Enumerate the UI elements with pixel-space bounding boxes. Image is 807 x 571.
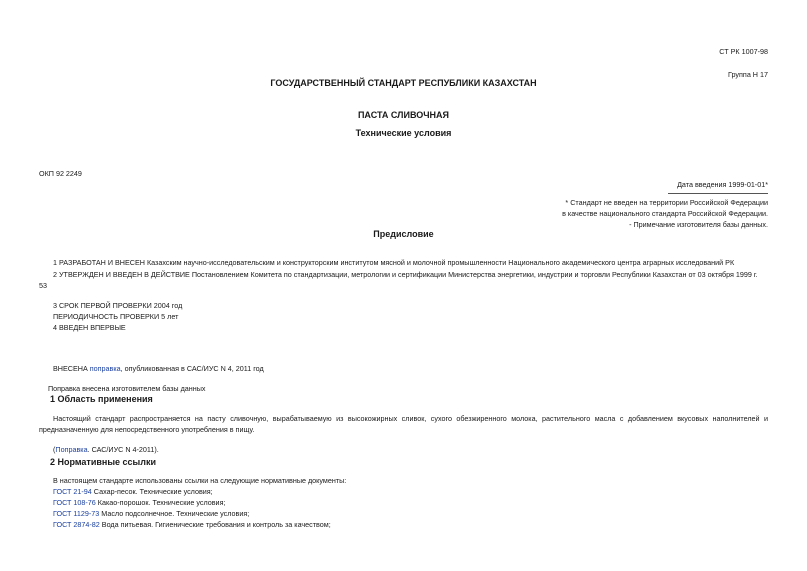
preface-item-3: 3 СРОК ПЕРВОЙ ПРОВЕРКИ 2004 год [53, 301, 183, 310]
section-1-amendment-link[interactable]: Поправка [55, 445, 88, 454]
reference-item [53, 487, 213, 497]
reference-item [53, 520, 331, 530]
section-1-reference [53, 445, 159, 455]
footnote-line-2: в качестве национального стандарта Российской Федерации. [562, 209, 768, 218]
reference-item [53, 498, 225, 508]
section-2-intro: В настоящем стандарте использованы ссылки на следующие нормативные документы: [53, 476, 347, 485]
amendment-note: Поправка внесена изготовителем базы данных [48, 384, 206, 393]
document-subtitle: Технические условия [355, 128, 452, 138]
gost-link[interactable]: ГОСТ 1129-73 [53, 509, 100, 518]
reference-item [53, 509, 249, 519]
section-2-heading: 2 Нормативные ссылки [50, 457, 156, 467]
state-standard-heading: ГОСУДАРСТВЕННЫЙ СТАНДАРТ РЕСПУБЛИКИ КАЗАХСТАН [270, 78, 537, 88]
preface-item-4: 4 ВВЕДЕН ВПЕРВЫЕ [53, 323, 126, 332]
footnote-line-3: - Примечание изготовителя базы данных. [629, 220, 768, 229]
preface-item-2: 2 УТВЕРЖДЕН И ВВЕДЕН В ДЕЙСТВИЕ Постановлением Комитета по стандартизации, метрологии и сертификации Министерства энергетики, индустрии и торговли Республики Казахстан от 03 октября 1999 г. [53, 270, 758, 279]
preface-heading: Предисловие [373, 229, 434, 239]
reference-rest: . САС/ИУС N 4-2011). [87, 445, 159, 454]
gost-link[interactable]: ГОСТ 2874-82 [53, 520, 100, 529]
footnote-line-1: * Стандарт не введен на территории Российской Федерации [565, 198, 768, 207]
preface-item-3-periodicity: ПЕРИОДИЧНОСТЬ ПРОВЕРКИ 5 лет [53, 312, 179, 321]
amendment-line [53, 364, 264, 374]
amendment-prefix: ВНЕСЕНА [53, 364, 90, 373]
classification-group: Группа Н 17 [728, 70, 768, 79]
reference-open: ( [53, 445, 56, 454]
gost-link[interactable]: ГОСТ 108-76 [53, 498, 96, 507]
section-1-heading: 1 Область применения [50, 394, 153, 404]
reference-title: Масло подсолнечное. Технические условия; [99, 509, 250, 518]
document-title: ПАСТА СЛИВОЧНАЯ [357, 110, 450, 120]
amendment-link[interactable]: поправка [89, 364, 121, 373]
amendment-suffix: , опубликованная в САС/ИУС N 4, 2011 год [120, 364, 264, 373]
reference-title: Какао-порошок. Технические условия; [95, 498, 226, 507]
reference-title: Вода питьевая. Гигиенические требования и контроль за качеством; [99, 520, 331, 529]
preface-item-2-continuation: 53 [39, 281, 47, 290]
preface-item-1: 1 РАЗРАБОТАН И ВНЕСЕН Казахским научно-исследовательским и конструкторским институтом мясной и молочной промышленности Национального академического центра аграрных исследований РК [53, 258, 735, 267]
section-1-text: Настоящий стандарт распространяется на пасту сливочную, вырабатываемую из высокожирных сливок, сухого обезжиренного молока, растительного масла с добавлением вкусовых наполнителей и предназначенную для непосредственного употребления в пищу. [39, 414, 768, 434]
introduction-date: Дата введения 1999-01-01* [677, 180, 768, 189]
document-code: СТ РК 1007-98 [719, 47, 768, 56]
reference-title: Сахар-песок. Технические условия; [91, 487, 213, 496]
gost-link[interactable]: ГОСТ 21-94 [53, 487, 92, 496]
footnote-separator [668, 193, 768, 194]
okp-code: ОКП 92 2249 [39, 169, 82, 178]
